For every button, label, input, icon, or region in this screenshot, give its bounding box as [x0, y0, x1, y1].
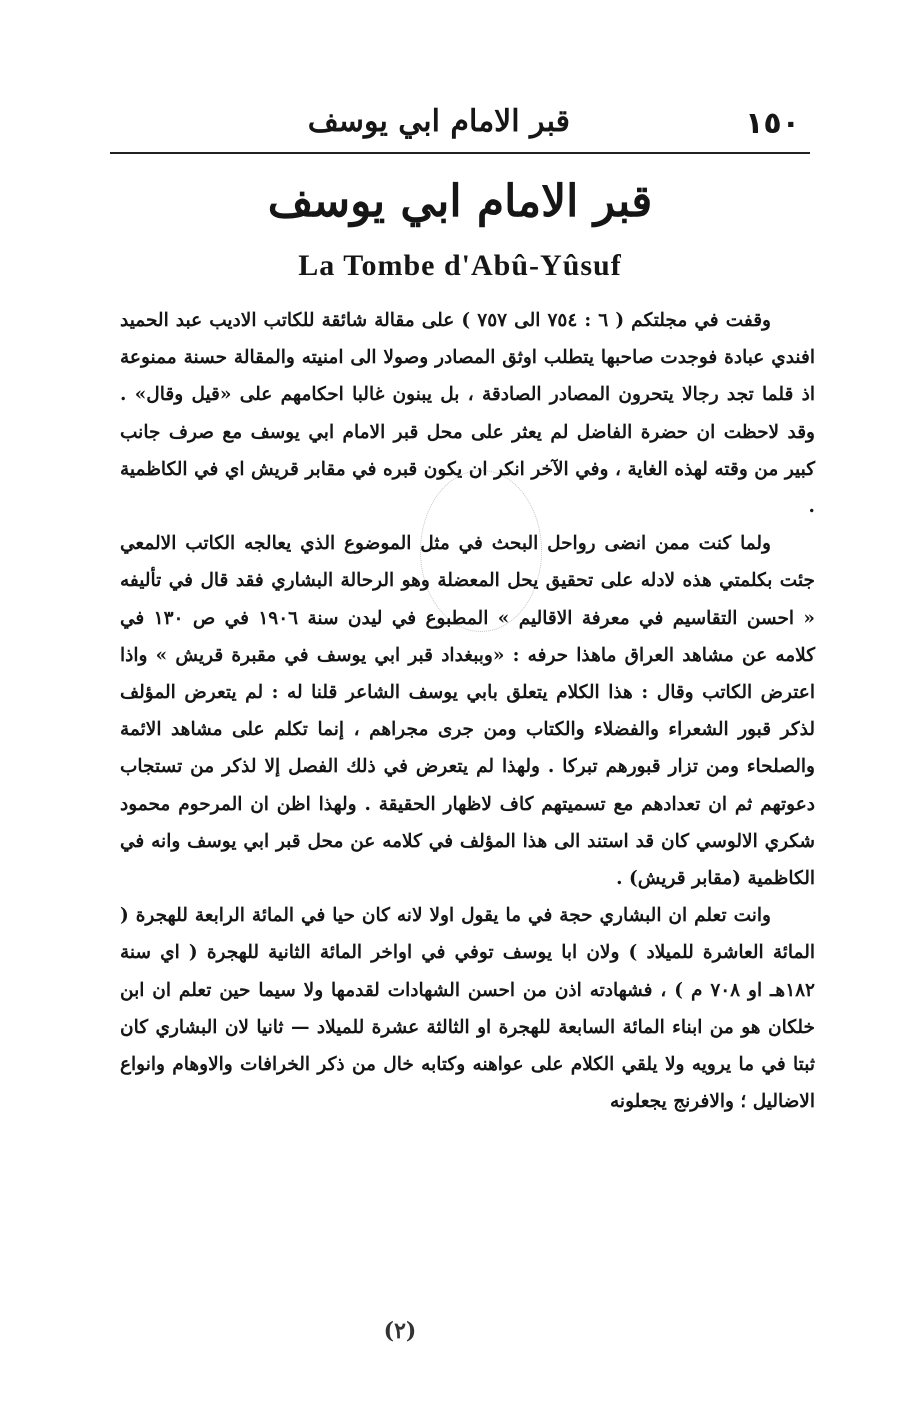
header-divider [110, 152, 810, 154]
running-header [110, 100, 800, 148]
paragraph-3: وانت تعلم ان البشاري حجة في ما يقول اولا لانه كان حيا في المائة الرابعة للهجرة ( المائة العاشرة للميلاد ) ولان ابا يوسف توفي في اواخر المائة الثانية للهجرة ( اي سنة ١٨٢هـ او ٧٠٨ م ) ، فشهادته اذن من احسن الشهادات لقدمها ولا سيما حين تعلم ان ابن خلكان هو من ابناء المائة السابعة للهجرة او الثالثة عشرة للميلاد — ثانيا لان البشاري كان ثبتا في ما يرويه ولا يلقي الكلام على عواهنه وكتابه خال من ذكر الخرافات والاوهام وانواع الاضاليل ؛ والافرنج يجعلونه [120, 905, 815, 1113]
running-title: قبر الامام ابي يوسف [307, 104, 570, 139]
paragraph-1: وقفت في مجلتكم ( ٦ : ٧٥٤ الى ٧٥٧ ) على مقالة شائقة للكاتب الاديب عبد الحميد افندي عبادة فوجدت صاحبها يتطلب اوثق المصادر وصولا الى امنيته والمقالة حسنة ممنوعة اذ قلما تجد رجالا يتحرون المصادر الصادقة ، بل يبنون غالبا احكامهم على «قيل وقال» . وقد لاحظت ان حضرة الفاضل لم يعثر على محل قبر الامام ابي يوسف مع صرف جانب كبير من وقته لهذه الغاية ، وفي الآخر انكر ان يكون قبره في مقابر قريش اي في الكاظمية . [120, 310, 815, 518]
article-title-french: La Tombe d'Abû-Yûsuf [298, 249, 622, 282]
paragraph-2: ولما كنت ممن انضى رواحل البحث في مثل الموضوع الذي يعالجه الكاتب الالمعي جئت بكلمتي هذه لادله على تحقيق يحل المعضلة وهو الرحالة البشاري فقد قال في تأليفه « احسن التقاسيم في معرفة الاقاليم » المطبوع في ليدن سنة ١٩٠٦ في ص ١٣٠ في كلامه عن مشاهد العراق ماهذا حرفه : «وببغداد قبر ابي يوسف في مقبرة قريش » واذا اعترض الكاتب وقال : هذا الكلام يتعلق بابي يوسف الشاعر قلنا له : لم يتعرض المؤلف لذكر قبور الشعراء والفضلاء والكتاب ومن جرى مجراهم ، إنما تكلم على مشاهد الائمة والصلحاء ومن تزار قبورهم تبركا . ولهذا لم يتعرض في ذلك الفصل إلا لذكر من تستجاب دعوتهم ثم ان تعدادهم مع تسميتهم كاف لاظهار الحقيقة . ولهذا اظن ان المرحوم محمود شكري الالوسي كان قد استند الى هذا المؤلف في كلامه عن محل قبر ابي يوسف وانه في الكاظمية (مقابر قريش) . [120, 533, 815, 890]
page-number: ١٥٠ [745, 106, 800, 141]
article-title-arabic: قبر الامام ابي يوسف [267, 176, 653, 227]
article-body [120, 302, 815, 1120]
folio-signature-mark: (٢) [383, 1318, 417, 1344]
